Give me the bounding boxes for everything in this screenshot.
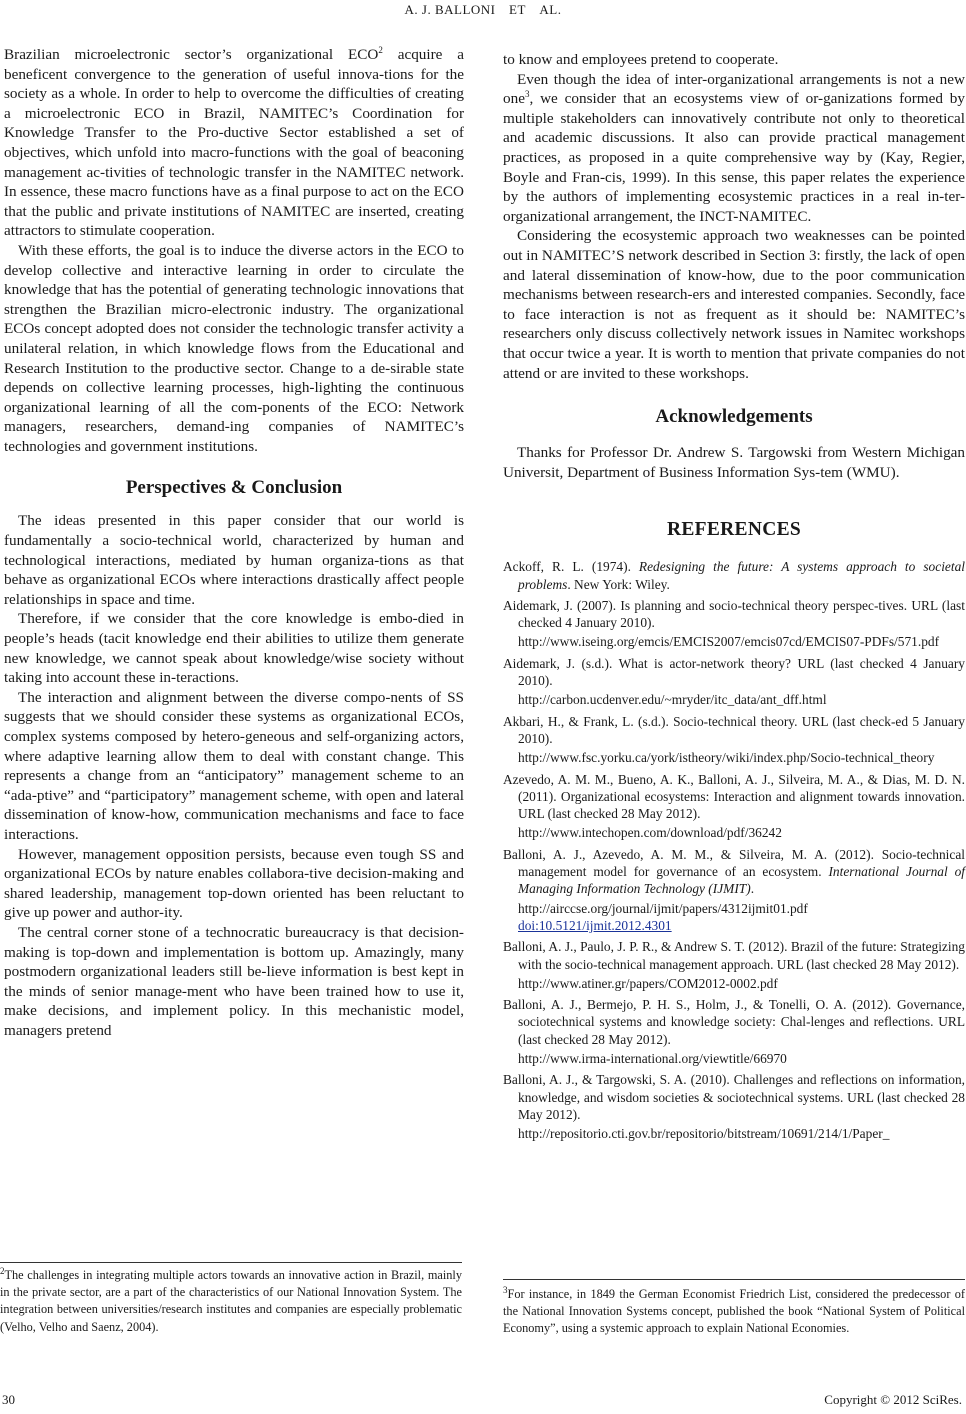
reference-url[interactable]: http://www.fsc.yorku.ca/york/istheory/wiki/index.php/Socio-technical_theory	[518, 750, 935, 766]
doi-link[interactable]: doi:10.5121/ijmit.2012.4301	[518, 917, 672, 933]
paragraph: The interaction and alignment between the diverse compo-nents of SS suggests that we should consider these systems as organizational ECOs, complex systems composed by hetero-geneous and self-organizing actors, where adaptive learning allow them to deal with constant change. This represents a change from an “anticipatory” management scheme to an “ada-ptive” and “participatory” management scheme, with open and lateral dissemination of know-how, communication mechanisms and face to face interactions.	[4, 688, 464, 843]
paragraph: Even though the idea of inter-organizational arrangements is not a new one$^3$, we consider that an ecosystems view of or-ganizations formed by multiple stakeholders can innovatively contribute not only to theoretical and academic discussions. It also can provide practical management practices, as proposed in a quite comprehensive way by (Kay, Regier, Boyle and Fran-cis, 1999). In this sense, this paper relates the experience by the authors of implementing ecosystemic practices in a real in-ter-organizational arrangement, the INCT-NAMITEC.	[503, 70, 965, 225]
reference-entry: Azevedo, A. M. M., Bueno, A. K., Balloni, A. J., Silveira, M. A., & Dias, M. D. N. (2011). Organizational ecosystems: Interaction and alignment towards innovation. URL (last checked 28 May 2012). http://www.intechopen.com/download/pdf/36242	[503, 771, 965, 841]
reference-entry: Balloni, A. J., & Targowski, S. A. (2010). Challenges and reflections on information, knowledge, and wisdom societies & sociotechnical systems. URL (last checked 28 May 2012). http://repositorio.cti.gov.br/repositorio/bitstream/10691/214/1/Paper_	[503, 1072, 965, 1142]
paragraph: Therefore, if we consider that the core knowledge is embo-died in people’s heads (tacit knowledge end their abilities to utilize them generate new knowledge, we cannot speak about knowledge/wise society without taking into account these in-teractions.	[4, 610, 464, 687]
reference-entry: Ackoff, R. L. (1974). Redesigning the future: A systems approach to societal problems. New York: Wiley.	[503, 559, 965, 592]
reference-url[interactable]: http://airccse.org/journal/ijmit/papers/4312ijmit01.pdf	[518, 900, 808, 916]
reference-url[interactable]: http://www.atiner.gr/papers/COM2012-0002.pdf	[518, 975, 778, 991]
footnote-marker[interactable]: 2	[378, 44, 383, 55]
acknowledgements-heading: Acknowledgements	[655, 406, 813, 428]
reference-entry: Aidemark, J. (s.d.). What is actor-network theory? URL (last checked 4 January 2010). http://carbon.ucdenver.edu/~mryder/itc_data/ant_dff.html	[503, 655, 965, 708]
paragraph: to know and employees pretend to cooperate.	[503, 51, 779, 68]
reference-list	[503, 558, 965, 1142]
acknowledgements-text: Thanks for Professor Dr. Andrew S. Targowski from Western Michigan Universit, Department of Business Information Sys-tem (WMU).	[503, 444, 965, 481]
references-heading: REFERENCES	[666, 519, 802, 541]
reference-entry: Balloni, A. J., Paulo, J. P. R., & Andrew S. T. (2012). Brazil of the future: Strategizing with the socio-technical management approach. URL (last checked 28 May 2012). http://www.atiner.gr/papers/COM2012-0002.pdf	[503, 939, 965, 991]
reference-entry: Balloni, A. J., Bermejo, P. H. S., Holm, J., & Tonelli, O. A. (2012). Governance, sociotechnical systems and knowledge society: Chal-lenges and reflections. URL (last checked 28 May 2012). http://www.irma-international.org/viewtitle/66970	[503, 997, 965, 1066]
left-column	[4, 45, 464, 1041]
reference-url[interactable]: http://www.iseing.org/emcis/EMCIS2007/emcis07cd/EMCIS07-PDFs/571.pdf	[518, 634, 940, 650]
paragraph: Brazilian microelectronic sector’s organizational ECO$^2$ acquire a beneficent convergence to the generation of useful innova-tions for the society as a whole. In order to help to overcome the difficulties of creating a microelectronic ECO in Brazil, NAMITEC’s Coordination for Knowledge Transfer to the Pro-ductive Sector established a set of objectives, which unfold into macro-functions with the goal of beaconing management ac-tivities of technologic transfer in the NAMITEC network. In essence, these macro functions have as a final purpose to act on the ECO that the public and private institutions of NAMITEC are inserted, creating attractors to stimulate cooperation.	[4, 44, 464, 240]
page-number: 30	[2, 1392, 15, 1407]
paragraph: Considering the ecosystemic approach two weaknesses can be pointed out in NAMITEC’S network described in Section 3: firstly, the lack of open and lateral dissemination of know-how, due to the poor communication mechanisms between research-ers and interested companies. Secondly, face to face interaction is not as frequent as it should be: NAMITEC’s researchers only discuss collectively network issues in Namitec workshops that occur twice a year. It is worth to mention that private companies do not attend or are invited to these workshops.	[503, 227, 965, 382]
footnote-divider	[503, 1279, 965, 1280]
reference-url[interactable]: http://repositorio.cti.gov.br/repositorio/bitstream/10691/214/1/Paper_	[518, 1126, 890, 1142]
reference-url[interactable]: http://www.irma-international.org/viewtitle/66970	[518, 1051, 787, 1066]
footnote-marker[interactable]: 3	[524, 89, 530, 100]
section-heading: Perspectives & Conclusion	[125, 477, 343, 499]
footnote-divider	[0, 1262, 462, 1263]
paragraph: However, management opposition persists, because even tough SS and organizational ECOs by nature enables collabora-tive decision-making and shared leadership, management top-down oriented has been reluctant to give up power and author-ity.	[4, 845, 464, 922]
right-column	[503, 50, 965, 1146]
running-head: A. J. BALLONI ET AL.	[404, 2, 562, 17]
reference-url[interactable]: http://www.intechopen.com/download/pdf/36242	[518, 825, 782, 841]
reference-url[interactable]: http://carbon.ucdenver.edu/~mryder/itc_data/ant_dff.html	[518, 692, 827, 708]
footnote: $^3$For instance, in 1849 the German Economist Friedrich List, considered the predecessor of the National Innovation Systems concept, published the book “National System of Political Economy”, using a systemic approach to explain National Economies.	[503, 1284, 965, 1336]
reference-entry: Balloni, A. J., Azevedo, A. M. M., & Silveira, M. A. (2012). Socio-technical management model for governance of an ecosystem. International Journal of Managing Information Technology (IJMIT). http://airccse.org/journal/ijmit/papers/4312ijmit01.pdf doi:10.5121/ijmit.2012.4301	[503, 846, 965, 933]
paragraph: With these efforts, the goal is to induce the diverse actors in the ECO to develop collective and interactive learning in order to circulate the knowledge that has the potential of generating technologic innovations that strengthen the Brazilian micro-electronic industry. The organizational ECOs concept adopted does not consider the technologic transfer activity a unilateral relation, in which knowledge flows from the Educational and Research Institution to the productive sector. Change to a de-sirable state depends on collective learning processes, high-lighting the continuous organizational learning of all the com-ponents of the ECO: Network managers, researchers, demand-ing companies of NAMITEC’s technologies and government institutions.	[4, 241, 464, 455]
paragraph: The central corner stone of a technocratic bureaucracy is that decision-making is top-down and implementation is bottom up. Amazingly, many postmodern organizational leaders still be-lieve information is best kept in the minds of senior manage-ment who have been trained how to use it, make decisions, and implement policy. In this mechanistic model, managers pretend	[4, 923, 464, 1039]
footnote: $^2$The challenges in integrating multiple actors towards an innovative action in Brazil, mainly in the private sector, are a part of the characteristics of our National Innovation System. The integration between universities/research institutes and companies are especially problematic (Velho, Velho and Saenz, 2004).	[0, 1265, 462, 1334]
copyright-notice: Copyright © 2012 SciRes.	[824, 1392, 962, 1407]
reference-entry: Akbari, H., & Frank, L. (s.d.). Socio-technical theory. URL (last check-ed 5 January 2010). http://www.fsc.yorku.ca/york/istheory/wiki/index.php/Socio-technical_theory	[503, 713, 965, 766]
reference-entry: Aidemark, J. (2007). Is planning and socio-technical theory perspec-tives. URL (last checked 4 January 2010). http://www.iseing.org/emcis/EMCIS2007/emcis07cd/EMCIS07-PDFs/571.pdf	[503, 597, 965, 650]
paragraph: The ideas presented in this paper consider that our world is fundamentally a socio-technical world, characterized by human and technological interactions, mediated by human organiza-tions as that behave as organizational ECOs where interactions drastically affect people relationships in space and time.	[4, 512, 464, 608]
